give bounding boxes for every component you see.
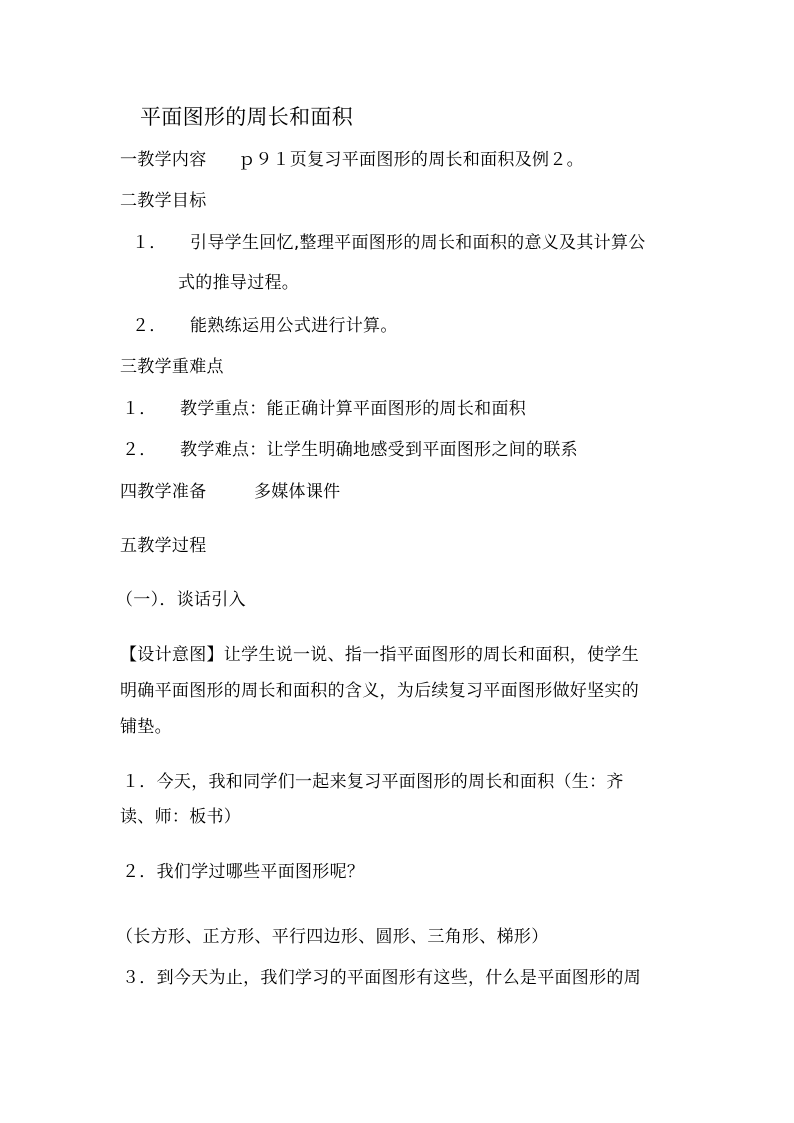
objective-2-number: ２．	[132, 316, 167, 336]
section-4-heading: 四教学准备	[120, 482, 207, 502]
keypoint-1-text: 教学重点：能正确计算平面图形的周长和面积	[180, 399, 527, 419]
section-5-heading: 五教学过程	[120, 536, 207, 556]
section-1-content: ｐ９１页复习平面图形的周长和面积及例２。	[237, 150, 584, 170]
objective-2-row	[132, 314, 398, 338]
step-1-line-1: １．今天，我和同学们一起来复习平面图形的周长和面积（生：齐	[122, 772, 624, 792]
keypoint-1-row	[122, 397, 526, 421]
keypoint-2-text: 教学难点：让学生明确地感受到平面图形之间的联系	[180, 440, 578, 460]
document-title: 平面图形的周长和面积	[140, 105, 353, 129]
section-4-row	[120, 480, 340, 504]
subsection-1-heading: （一）．谈话引入	[116, 590, 246, 610]
design-intent-line-3: 铺垫。	[120, 717, 172, 737]
shapes-answer: （长方形、正方形、平行四边形、圆形、三角形、梯形）	[116, 927, 549, 947]
step-3-text: ３．到今天为止，我们学习的平面图形有这些，什么是平面图形的周	[122, 968, 641, 988]
section-4-content: 多媒体课件	[253, 482, 341, 502]
objective-1-number: １．	[132, 233, 167, 253]
design-intent-line-1: 【设计意图】让学生说一说、指一指平面图形的周长和面积，使学生	[120, 645, 639, 665]
objective-1-text-continued: 式的推导过程。	[178, 273, 300, 293]
section-3-heading: 三教学重难点	[120, 357, 224, 377]
keypoint-1-number: １．	[122, 399, 157, 419]
keypoint-2-row	[122, 438, 578, 462]
objective-1-text: 引导学生回忆,整理平面图形的周长和面积的意义及其计算公	[190, 233, 646, 253]
section-1-row	[120, 148, 584, 172]
section-1-heading: 一教学内容	[120, 150, 207, 170]
objective-2-text: 能熟练运用公式进行计算。	[190, 316, 398, 336]
step-2-text: ２．我们学过哪些平面图形呢？	[122, 862, 365, 882]
keypoint-2-number: ２．	[122, 440, 157, 460]
design-intent-line-2: 明确平面图形的周长和面积的含义，为后续复习平面图形做好坚实的	[120, 681, 639, 701]
objective-1-row	[132, 231, 646, 255]
step-1-line-2: 读、师：板书）	[120, 807, 242, 827]
section-2-heading: 二教学目标	[120, 191, 207, 211]
